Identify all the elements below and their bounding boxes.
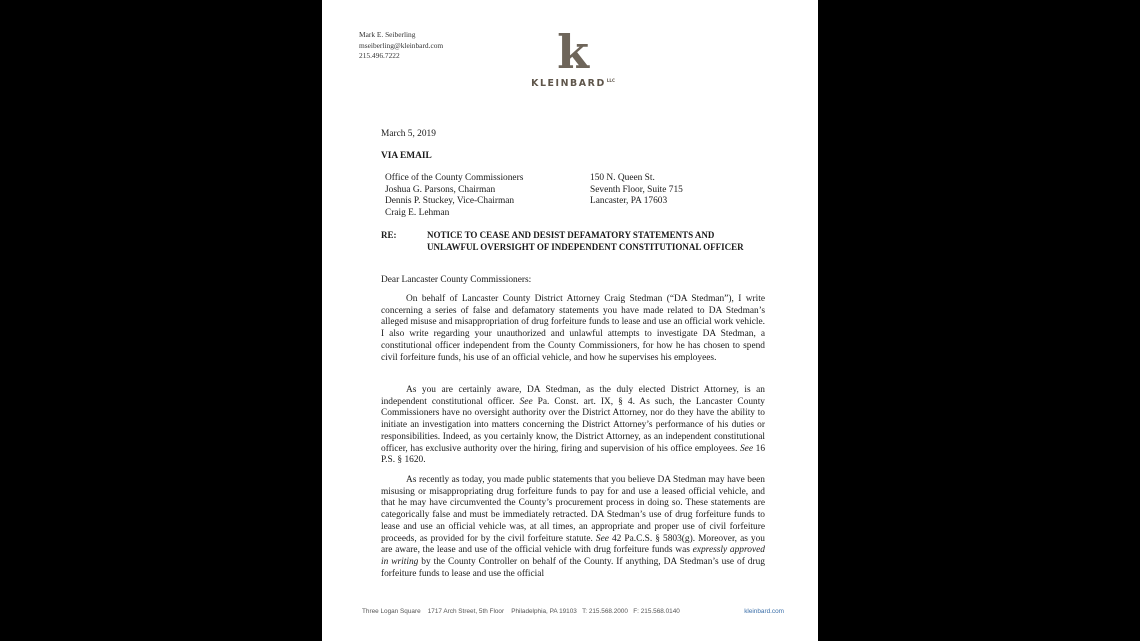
footer-city: Philadelphia, PA 19103 bbox=[511, 608, 577, 615]
footer-street: 1717 Arch Street, 5th Floor bbox=[427, 608, 505, 615]
recipient-line: Joshua G. Parsons, Chairman bbox=[385, 184, 496, 195]
p3-part-c: by the County Controller on behalf of the County. If anything, DA Stedman’s use of drug forfeiture funds to lease and use the official bbox=[381, 556, 765, 579]
delivery-method: VIA EMAIL bbox=[381, 151, 432, 161]
p3-emphasis: expressly approved in writing bbox=[381, 545, 765, 567]
footer-fax: F: 215.568.0140 bbox=[633, 608, 680, 615]
recipient-line: Office of the County Commissioners bbox=[385, 173, 524, 183]
p2-part-b: Pa. Const. art. IX, § 4. As such, the Lancaster County Commissioners have no oversight authority over the District Attorney, nor do they have the ability to initiate an investigation into matters concerning the District Attorney’s performance of his duties or responsibilities. Indeed, as you certainly know, the District Attorney, as an independent constitutional officer, has exclusive authority over the hiring, firing and supervision of his office employees. bbox=[381, 396, 765, 454]
sender-phone: 215.496.7222 bbox=[359, 51, 400, 60]
p2-part-a: As you are certainly aware, DA Stedman, as the duly elected District Attorney, is an independent constitutional officer. bbox=[381, 385, 765, 407]
re-label: RE: bbox=[381, 230, 397, 240]
recipient-block bbox=[385, 173, 523, 219]
letter-page bbox=[322, 0, 818, 641]
sender-block bbox=[359, 30, 443, 62]
logo-suffix: LLC bbox=[606, 78, 615, 83]
footer-building: Three Logan Square bbox=[362, 608, 421, 615]
re-subject: NOTICE TO CEASE AND DESIST DEFAMATORY STATEMENTS AND UNLAWFUL OVERSIGHT OF INDEPENDENT CONSTITUTIONAL OFFICER bbox=[427, 230, 744, 252]
kleinbard-logo bbox=[528, 25, 618, 90]
footer-website-link[interactable]: kleinbard.com bbox=[744, 608, 784, 615]
address-line: Seventh Floor, Suite 715 bbox=[590, 184, 683, 195]
paragraph-1-text: On behalf of Lancaster County District Attorney Craig Stedman (“DA Stedman”), I write concerning a series of false and defamatory statements you have made related to DA Stedman’s alleged misuse and misappropriation of drug forfeiture funds to lease and use an official work vehicle. I also write regarding your unauthorized and unlawful attempts to investigate DA Stedman, a constitutional officer independent from the County Commissioners, for how he has chosen to spend civil forfeiture funds, his use of an official vehicle, and how he supervises his employees. bbox=[381, 294, 765, 363]
p3-part-a: As recently as today, you made public statements that you believe DA Stedman may have been misusing or misappropriating drug forfeiture funds to pay for and use a leased official vehicle, and that he may have circumvented the County’s procurement process in doing so. These statements are categorically false and must be immediately retracted. DA Stedman’s use of drug forfeiture funds to lease and use an official vehicle was, at all times, an appropriate and proper use of civil forfeiture proceeds, as provided for by the civil forfeiture statute. bbox=[381, 475, 765, 544]
address-line: 150 N. Queen St. bbox=[590, 173, 655, 183]
p3-part-b: 42 Pa.C.S. § 5803(g). Moreover, as you are aware, the lease and use of the official vehicle with drug forfeiture funds was bbox=[381, 533, 765, 556]
sender-email: mseiberling@kleinbard.com bbox=[359, 40, 444, 50]
sender-name: Mark E. Seiberling bbox=[359, 30, 416, 39]
address-line: Lancaster, PA 17603 bbox=[590, 196, 668, 207]
p2-part-c: 16 P.S. § 1620. bbox=[381, 443, 766, 466]
letter-date: March 5, 2019 bbox=[381, 129, 436, 139]
p2-see-citation: See bbox=[519, 396, 533, 407]
logo-wordmark bbox=[528, 78, 618, 89]
body-paragraph bbox=[381, 475, 765, 580]
recipient-line: Dennis P. Stuckey, Vice-Chairman bbox=[385, 196, 515, 207]
recipient-line: Craig E. Lehman bbox=[385, 207, 450, 218]
paragraph-2-text bbox=[381, 385, 765, 467]
footer-phone: T: 215.568.2000 bbox=[582, 608, 628, 615]
body-paragraph bbox=[381, 294, 765, 364]
logo-mark-icon: k bbox=[557, 25, 589, 79]
p3-see-citation: See bbox=[595, 533, 609, 544]
footer-address bbox=[362, 608, 680, 615]
salutation: Dear Lancaster County Commissioners: bbox=[381, 275, 532, 285]
p2-see-citation: See bbox=[739, 443, 753, 454]
body-paragraph bbox=[381, 385, 765, 467]
address-block bbox=[590, 173, 683, 208]
logo-wordmark-text: KLEINBARD bbox=[531, 78, 606, 90]
paragraph-3-text bbox=[381, 475, 765, 580]
